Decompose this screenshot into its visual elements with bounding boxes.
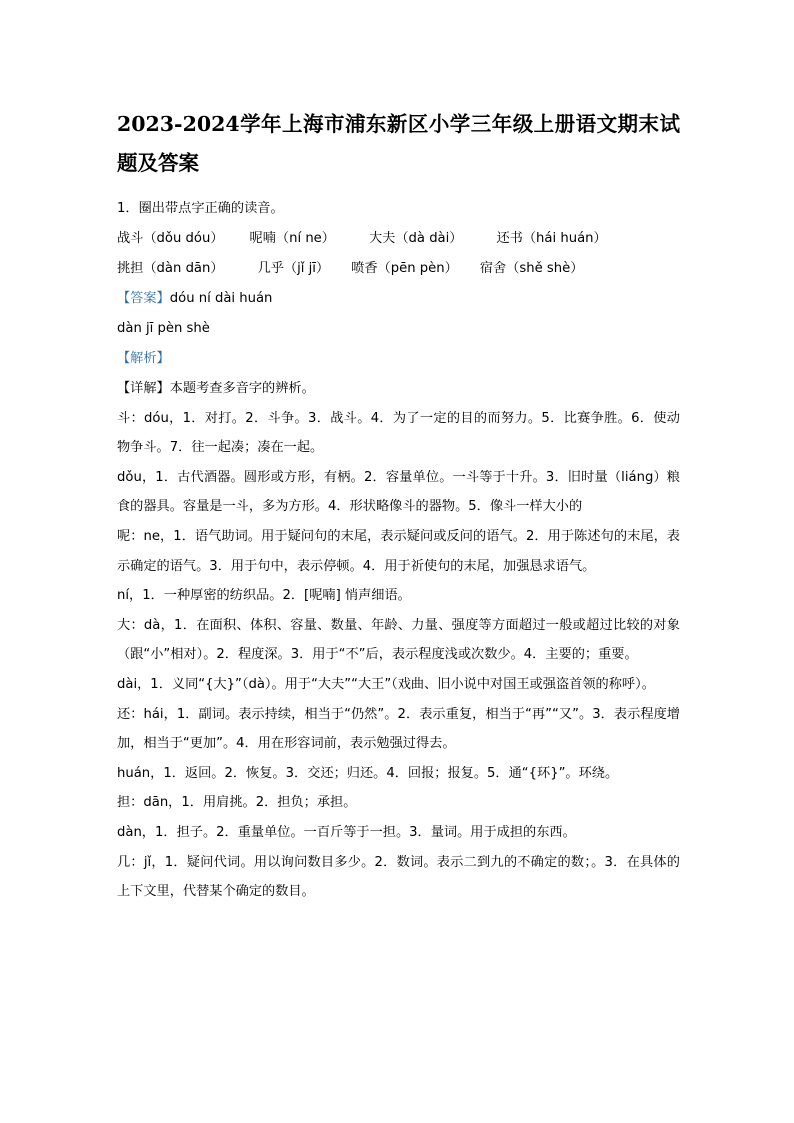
analysis-entry-dai: dài，1．义同“{大}”（dà）。用于“大夫”“大王”（戏曲、旧小说中对国王或强盗首领的称呼）。 [117, 676, 655, 692]
question-item-zhandou: 战斗（dǒu dóu） [117, 231, 224, 246]
question-item-ninan: 呢喃（ní ne） [249, 231, 335, 246]
question-prompt: 1．圈出带点字正确的读音。 [117, 201, 284, 216]
analysis-entry-ni: ní，1．一种厚密的纺织品。2．[呢喃] 悄声细语。 [117, 588, 411, 604]
analysis-entry-da: 大：dà，1．在面积、体积、容量、数量、年龄、力量、强度等方面超过一般或超过比较的对象（跟“小”相对）。2．程度深。3．用于“不”后，表示程度浅或次数少。4．主要的；重要。 [117, 617, 680, 663]
question-item-jihu: 几乎（jǐ jī） [257, 261, 330, 276]
answer-pinyin-row-1: dóu ní dài huán [169, 291, 273, 306]
question-row-1 [117, 224, 680, 254]
analysis-entry-dou4: 斗：dóu，1．对打。2．斗争。3．战斗。4．为了一定的目的而努力。5．比赛争胜。6．使动物争斗。7．往一起凑；凑在一起。 [117, 410, 680, 456]
analysis-entry-ji: 几：jǐ，1．疑问代词。用以询问数目多少。2．数词。表示二到九的不确定的数；。3．在具体的上下文里，代替某个确定的数目。 [117, 854, 680, 900]
question-row-2 [117, 254, 680, 284]
question-item-tiaodan: 挑担（dàn dān） [117, 261, 224, 276]
analysis-label: 【解析】 [117, 351, 170, 366]
question-item-huanshu: 还书（hái huán） [496, 231, 607, 246]
analysis-entry-ne: 呢：ne，1．语气助词。用于疑问句的末尾，表示疑问或反问的语气。2．用于陈述句的末尾，表示确定的语气。3．用于句中，表示停顿。4．用于祈使句的末尾，加强恳求语气。 [117, 528, 680, 574]
analysis-detail-label: 【详解】 [117, 381, 170, 396]
analysis-entry-dou3: dǒu，1．古代酒器。圆形或方形，有柄。2．容量单位。一斗等于十升。3．旧时量（liáng）粮食的器具。容量是一斗，多为方形。4．形状略像斗的器物。5．像斗一样大小的 [117, 469, 680, 515]
page-title: 2023-2024学年上海市浦东新区小学三年级上册语文期末试题及答案 [117, 112, 680, 175]
question-item-penxiang: 喷香（pēn pèn） [351, 261, 458, 276]
analysis-entry-huan: huán，1．返回。2．恢复。3．交还；归还。4．回报；报复。5．通“{环}”。环绕。 [117, 765, 619, 781]
question-item-sushe: 宿舍（shě shè） [479, 261, 584, 276]
analysis-entry-hai: 还：hái，1．副词。表示持续，相当于“仍然”。2．表示重复，相当于“再”“又”。3．表示程度增加，相当于“更加”。4．用在形容词前，表示勉强过得去。 [117, 706, 680, 752]
answer-pinyin-row-2: dàn jī pèn shè [117, 321, 210, 336]
answer-label: 【答案】 [117, 291, 170, 306]
analysis-detail-line [117, 374, 680, 404]
question-item-daifu: 大夫（dà dài） [368, 231, 463, 246]
answer-line-2 [117, 314, 680, 344]
analysis-entry-dan4: dàn，1．担子。2．重量单位。一百斤等于一担。3．量词。用于成担的东西。 [117, 824, 576, 840]
analysis-detail-text: 本题考查多音字的辨析。 [169, 381, 315, 396]
answer-line-1 [117, 284, 680, 314]
analysis-entry-dan1: 担：dān，1．用肩挑。2．担负；承担。 [117, 795, 357, 811]
